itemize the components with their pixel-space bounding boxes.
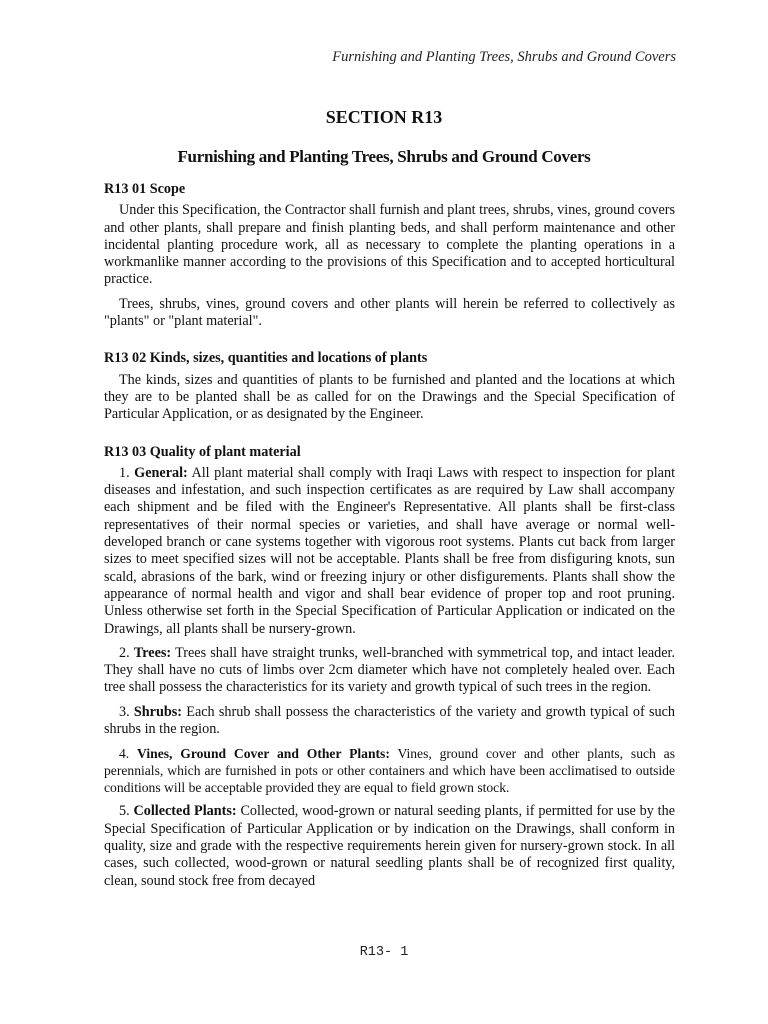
item-label: Collected Plants:	[133, 803, 237, 820]
list-item	[104, 645, 675, 697]
running-header: Furnishing and Planting Trees, Shrubs and Ground Covers	[332, 49, 676, 65]
section-heading-quality: R13 03 Quality of plant material	[104, 443, 301, 460]
section-title: SECTION R13	[325, 107, 443, 127]
item-text: Vines, ground cover and other plants, such as perennials, which are furnished in pots or other containers and which have been acclimatised to outside conditions will be acceptable provided they are equal to field grown stock.	[104, 746, 675, 796]
list-item	[104, 465, 675, 638]
item-number: 5.	[119, 803, 130, 820]
item-text: Each shrub shall possess the characteristics of the variety and growth typical of such shrubs in the region.	[104, 703, 675, 738]
document-title: Furnishing and Planting Trees, Shrubs and Ground Covers	[177, 147, 591, 166]
item-number: 1.	[119, 464, 130, 481]
paragraph: The kinds, sizes and quantities of plants to be furnished and planted and the locations at which they are to be planted shall be as called for on the Drawings and the Special Specification of Particular Application, or as designated by the Engineer.	[104, 371, 675, 423]
page-number: R13- 1	[359, 945, 409, 960]
item-number: 2.	[119, 644, 130, 661]
item-text: Collected, wood-grown or natural seeding plants, if permitted for use by the Special Specification of Particular Application or by indication on the Drawings, shall conform in quality, size and grade with the respective requirements herein given for nursery-grown stock. In all cases, such collected, wood-grown or natural seedling plants shall be of recognized first quality, clean, sound stock free from decayed	[104, 803, 675, 889]
paragraph: Under this Specification, the Contractor shall furnish and plant trees, shrubs, vines, ground covers and other plants, shall prepare and finish planting beds, and shall perform maintenance and other incidental planting procedure work, all as necessary to complete the planting operations in a workmanlike manner according to the provisions of this Specification and to accepted horticultural practice.	[104, 202, 675, 288]
item-text: Trees shall have straight trunks, well-branched with symmetrical top, and intact leader. They shall have no cuts of limbs over 2cm diameter which have not completely healed over. Each tree shall possess the characteristics for its variety and growth typical of such trees in the region.	[104, 644, 675, 696]
paragraph: Trees, shrubs, vines, ground covers and other plants will herein be referred to collectively as "plants" or "plant material".	[104, 295, 675, 330]
section-heading-kinds: R13 02 Kinds, sizes, quantities and locations of plants	[104, 350, 428, 367]
section-heading-scope: R13 01 Scope	[104, 181, 186, 197]
list-item	[104, 803, 675, 889]
item-label: Shrubs:	[133, 703, 183, 720]
list-item	[104, 745, 675, 796]
item-label: Vines, Ground Cover and Other Plants:	[137, 746, 390, 762]
item-label: Trees:	[133, 644, 172, 661]
list-item	[104, 704, 675, 739]
item-label: General:	[134, 464, 188, 481]
item-number: 4.	[119, 746, 130, 762]
document-body	[104, 181, 675, 897]
item-number: 3.	[119, 703, 130, 720]
item-text: All plant material shall comply with Iraqi Laws with respect to inspection for plant diseases and infestation, and such inspection certificates as are required by Law shall accompany each shipment and be filed with the Engineer's Representative. All plants shall be first-class representatives of their normal species or varieties, and shall have average or normal well-developed branch or cane systems together with vigorous root systems. Plants cut back from larger sizes to meet specified sizes will not be acceptable. Plants shall be free from disfiguring knots, sun scald, abrasions of the bark, wind or freezing injury or other disfigurements. Plants shall show the appearance of normal health and vigor and shall bear evidence of proper top and root pruning. Unless otherwise set forth in the Special Specification of Particular Application or indicated on the Drawings, all plants shall be nursery-grown.	[104, 464, 676, 637]
